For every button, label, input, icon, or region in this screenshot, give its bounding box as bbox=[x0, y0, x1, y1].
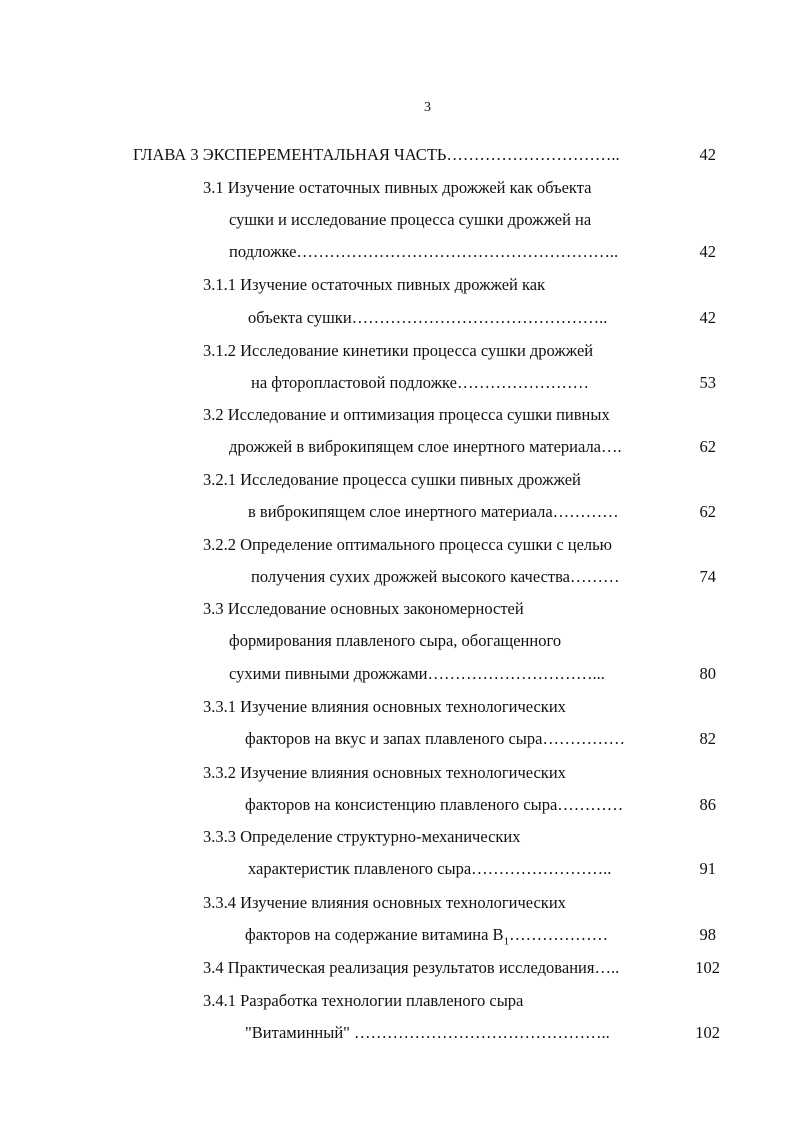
toc-entry-text: 3.4.1 Разработка технологии плавленого сыра bbox=[203, 991, 524, 1010]
toc-entry-text: 3.1.1 Изучение остаточных пивных дрожжей как bbox=[203, 275, 546, 294]
toc-entry-text: 3.2.2 Определение оптимального процесса сушки с целью bbox=[203, 535, 613, 554]
toc-entry-text: получения сухих дрожжей высокого качества……… bbox=[251, 567, 620, 586]
toc-entry-text: факторов на содержание витамина В bbox=[245, 925, 504, 944]
toc-entry-text: сушки и исследование процесса сушки дрожжей на bbox=[229, 210, 592, 229]
toc-entry-text: характеристик плавленого сыра…………………….. bbox=[248, 859, 612, 878]
toc-entry-text: дрожжей в виброкипящем слое инертного материала…. bbox=[229, 437, 622, 456]
toc-entry-text: сухими пивными дрожжами…………………………... bbox=[229, 664, 605, 683]
toc-entry-page: 62 bbox=[699, 502, 716, 521]
toc-entry-text: 3.1 Изучение остаточных пивных дрожжей как объекта bbox=[203, 178, 592, 197]
toc-entry-page: 82 bbox=[699, 729, 716, 748]
toc-entry-page: 86 bbox=[699, 795, 716, 814]
toc-entry-text: 3.3 Исследование основных закономерностей bbox=[203, 599, 524, 618]
toc-entry-text: 3.3.1 Изучение влияния основных технологических bbox=[203, 697, 566, 716]
toc-entry-text: факторов на вкус и запах плавленого сыра…………… bbox=[245, 729, 625, 748]
toc-entry-text: 3.1.2 Исследование кинетики процесса сушки дрожжей bbox=[203, 341, 594, 360]
toc-entry-page: 102 bbox=[695, 1023, 720, 1042]
subscript: 1 bbox=[503, 935, 510, 948]
toc-entry-text: 3.2 Исследование и оптимизация процесса сушки пивных bbox=[203, 405, 610, 424]
toc-entry-text: 3.4 Практическая реализация результатов исследования….. bbox=[203, 958, 620, 977]
toc-entry-text: "Витаминный" ……………………………………….. bbox=[245, 1023, 610, 1042]
toc-entry-page: 42 bbox=[699, 242, 716, 261]
toc-entry-text: 3.2.1 Исследование процесса сушки пивных дрожжей bbox=[203, 470, 581, 489]
toc-entry-text: объекта сушки……………………………………….. bbox=[248, 308, 608, 327]
toc-entry-page: 74 bbox=[699, 567, 716, 586]
toc-entry-page: 53 bbox=[699, 373, 716, 392]
toc-entry-text: подложке………………………………………………….. bbox=[229, 242, 619, 261]
toc-entry-text: ГЛАВА 3 ЭКСПЕРЕМЕНТАЛЬНАЯ ЧАСТЬ………………………….. bbox=[133, 145, 620, 164]
toc-entry-page: 91 bbox=[699, 859, 716, 878]
toc-entry-text: факторов на консистенцию плавленого сыра………… bbox=[245, 795, 624, 814]
toc-entry-page: 42 bbox=[699, 308, 716, 327]
toc-entry-text: в виброкипящем слое инертного материала………… bbox=[248, 502, 619, 521]
toc-entry-page: 98 bbox=[699, 925, 716, 944]
page-number: 3 bbox=[424, 100, 431, 115]
toc-entry-text-with-subscript bbox=[245, 925, 608, 951]
toc-entry-text: 3.3.4 Изучение влияния основных технологических bbox=[203, 893, 566, 912]
toc-entry-text: на фторопластовой подложке…………………… bbox=[251, 373, 589, 392]
toc-entry-page: 42 bbox=[699, 145, 716, 164]
toc-entry-page: 102 bbox=[695, 958, 720, 977]
toc-entry-text: 3.3.2 Изучение влияния основных технологических bbox=[203, 763, 566, 782]
toc-entry-page: 80 bbox=[699, 664, 716, 683]
toc-entry-text: 3.3.3 Определение структурно-механических bbox=[203, 827, 521, 846]
toc-entry-page: 62 bbox=[699, 437, 716, 456]
toc-entry-dots: ……………… bbox=[509, 925, 609, 944]
toc-entry-text: формирования плавленого сыра, обогащенного bbox=[229, 631, 562, 650]
